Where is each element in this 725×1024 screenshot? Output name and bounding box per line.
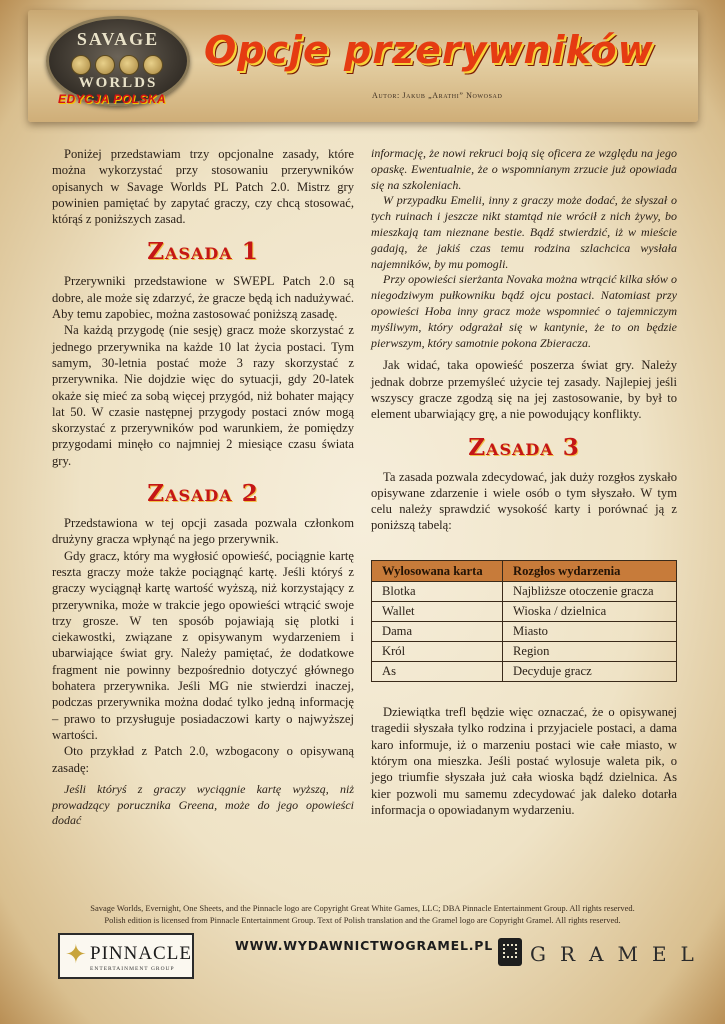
table-cell: As — [372, 662, 503, 682]
heading-zasada-2: Zasada 2 — [147, 480, 259, 508]
logo-coins — [71, 55, 163, 75]
heading-zasada-1: Zasada 1 — [147, 238, 259, 266]
pinnacle-subtitle: ENTERTAINMENT GROUP — [90, 966, 175, 972]
paragraph: Ta zasada pozwala zdecydować, jak duży rozgłos zyskało opisywane zdarzenie i wiele osób o tym słyszało. W tym celu należy sprawdzić wysokość karty i porównać ją z poniższą tabelą: — [371, 469, 677, 533]
gramel-logo — [498, 938, 708, 972]
page-title: Opcje przerywników — [204, 28, 654, 72]
legal-line: Polish edition is licensed from Pinnacle Entertainment Group. Text of Polish translation and the Gramel logo are Copyright Gramel. All rights reserved. — [104, 915, 621, 925]
table-cell: Wioska / dzielnica — [503, 602, 677, 622]
table-cell: Blotka — [372, 582, 503, 602]
table-cell: Dama — [372, 622, 503, 642]
paragraph: Dziewiątka trefl będzie więc oznaczać, że o opisywanej tragedii słyszała tylko rodzina i przyjaciele postaci, a dama karo informuje, iż o marzeniu postaci wie całe miasto, w którym ona mieszka. Jeśli postać wylosuje waleta pik, o jego triumfie słyszała już cała wioska bądź dzielnica. As kier pozwoli mu samemu zdecydować jak daleko dotarła informacja o opowiadanym wydarzeniu. — [371, 705, 677, 817]
coin-icon — [143, 55, 163, 75]
author-line: Autor: Jakub „Arathi” Nowosad — [372, 91, 503, 100]
column-header: Rozgłos wydarzenia — [503, 560, 677, 581]
card-table — [371, 560, 677, 682]
gramel-name: GRAMEL — [530, 942, 708, 966]
edition-label: EDYCJA POLSKA — [58, 92, 167, 106]
heading-zasada-3: Zasada 3 — [468, 433, 580, 461]
left-column — [52, 146, 354, 829]
website-link[interactable]: WWW.WYDAWNICTWOGRAMEL.PL — [235, 938, 494, 953]
coin-icon — [71, 55, 91, 75]
paragraph: Przerywniki przedstawione w SWEPL Patch 2.0 są dobre, ale może się zdarzyć, że gracze będą ich nadużywać. Aby temu zapobiec, można zastosować poniższą zasadę. — [52, 274, 354, 322]
paragraph: Przedstawiona w tej opcji zasada pozwala członkom drużyny gracza wpłynąć na jego przerywnik. — [52, 516, 354, 547]
star-icon: ✦ — [65, 940, 87, 969]
table-cell: Wallet — [372, 602, 503, 622]
table-row — [372, 642, 677, 662]
legal-notice — [40, 902, 685, 926]
paragraph: Gdy gracz, który ma wygłosić opowieść, pociągnie kartę reszta graczy może także pociągnąć kartę. Jeśli któryś z graczy wyciągnął kartę wartość wyższą, niż korzystający z przerywnika, może w trakcie jego opowieści wtrącić swoje trzy grosze. W ten sposób pojawiają się plotki i ciekawostki, związane z opisywanym wydarzeniem i ubarwiające świat gry. Należy pamiętać, że dodatkowe fragment nie powinny bezpośrednio dotyczyć głównego bohatera przerywnika. Jeśli MG nie stwierdzi inaczej, podczas przerywnika można dodać tylko jedną informację – prawo to przysługuje posiadaczowi karty o najwyższej wartości. — [52, 548, 354, 742]
pinnacle-logo — [58, 933, 194, 979]
legal-line: Savage Worlds, Evernight, One Sheets, and the Pinnacle logo are Copyright Great White Games, LLC; DBA Pinnacle Entertainment Group. All rights reserved. — [90, 903, 635, 913]
example-paragraph: Jeśli któryś z graczy wyciągnie kartę wyższą, niż prowadzący porucznika Greena, może do jego opowieści dodać — [52, 781, 354, 828]
logo-top-text: SAVAGE — [76, 29, 160, 49]
coin-icon — [95, 55, 115, 75]
table-header-row — [372, 560, 677, 581]
table-cell: Miasto — [503, 622, 677, 642]
paragraph: Jak widać, taka opowieść poszerza świat gry. Należy jednak dobrze przemyśleć użycie tej zasady. Najlepiej jeśli wszyscy gracze zgodzą się na jej zastosowanie, by był to element ubarwiający grę, a nie powodujący konflikty. — [371, 358, 677, 422]
table-cell: Region — [503, 642, 677, 662]
example-paragraph: Przy opowieści sierżanta Novaka można wtrącić kilka słów o niegodziwym pułkowniku bądź ojcu postaci. Natomiast przy opowieści Hoba inny gracz może wspomnieć o tajemniczym myśliwym, który odgrażał się w kantynie, że to on będzie pierwszym, który samotnie pokona Zbieracza. — [371, 272, 677, 350]
pinnacle-name: PINNACLE — [90, 943, 192, 964]
table-row — [372, 602, 677, 622]
table-cell: Król — [372, 642, 503, 662]
column-header: Wylosowana karta — [372, 560, 503, 581]
coin-icon — [119, 55, 139, 75]
paragraph: Oto przykład z Patch 2.0, wzbogacony o opisywaną zasadę: — [52, 744, 354, 775]
intro-paragraph: Poniżej przedstawiam trzy opcjonalne zasady, które można wykorzystać przy stosowaniu przerywników opisanych w Savage Worlds PL Patch 2.0. Mistrz gry powinien pamiętać by zapytać graczy, czy chcą stosować, którąś z poniższych zasad. — [52, 147, 354, 227]
table-cell: Najbliższe otoczenie gracza — [503, 582, 677, 602]
table-row — [372, 662, 677, 682]
table-row — [372, 582, 677, 602]
example-paragraph: W przypadku Emelii, inny z graczy może dodać, że słyszał o tych ruinach i jeszcze nikt stamtąd nie wrócił z nich żywy, bo mieszkają tam nieznane bestie. Bądź stwierdzić, iż w mieście gadają, że jakiś czas temu rodzina szlachcica wysłała najemników, by mu pomogli. — [371, 193, 677, 271]
table-cell: Decyduje gracz — [503, 662, 677, 682]
dice-icon — [498, 938, 522, 966]
logo-bottom-text: WORLDS — [78, 75, 158, 91]
right-column — [371, 146, 677, 818]
example-paragraph: informację, że nowi rekruci boją się oficera ze względu na jego opaskę. Ewentualnie, że o wspomnianym zrzucie już opowiada się na szkoleniach. — [371, 146, 677, 192]
paragraph: Na każdą przygodę (nie sesję) gracz może skorzystać z jednego przerywnika na każde 10 lat życia postaci. Tym samym, 30-letnia postać może 3 razy skorzystać z przerywnika. Nie dojdzie więc do sytuacji, gdy 20-latek okaże się mieć za sobą więcej przygód, niż bohater mający lat 50. W czasie następnej przygody postaci znów mogą skorzystać z przerywników pod warunkiem, że pomiędzy przygodami minęło co najmniej 2 miesiące czasu świata gry. — [52, 323, 354, 468]
table-row — [372, 622, 677, 642]
